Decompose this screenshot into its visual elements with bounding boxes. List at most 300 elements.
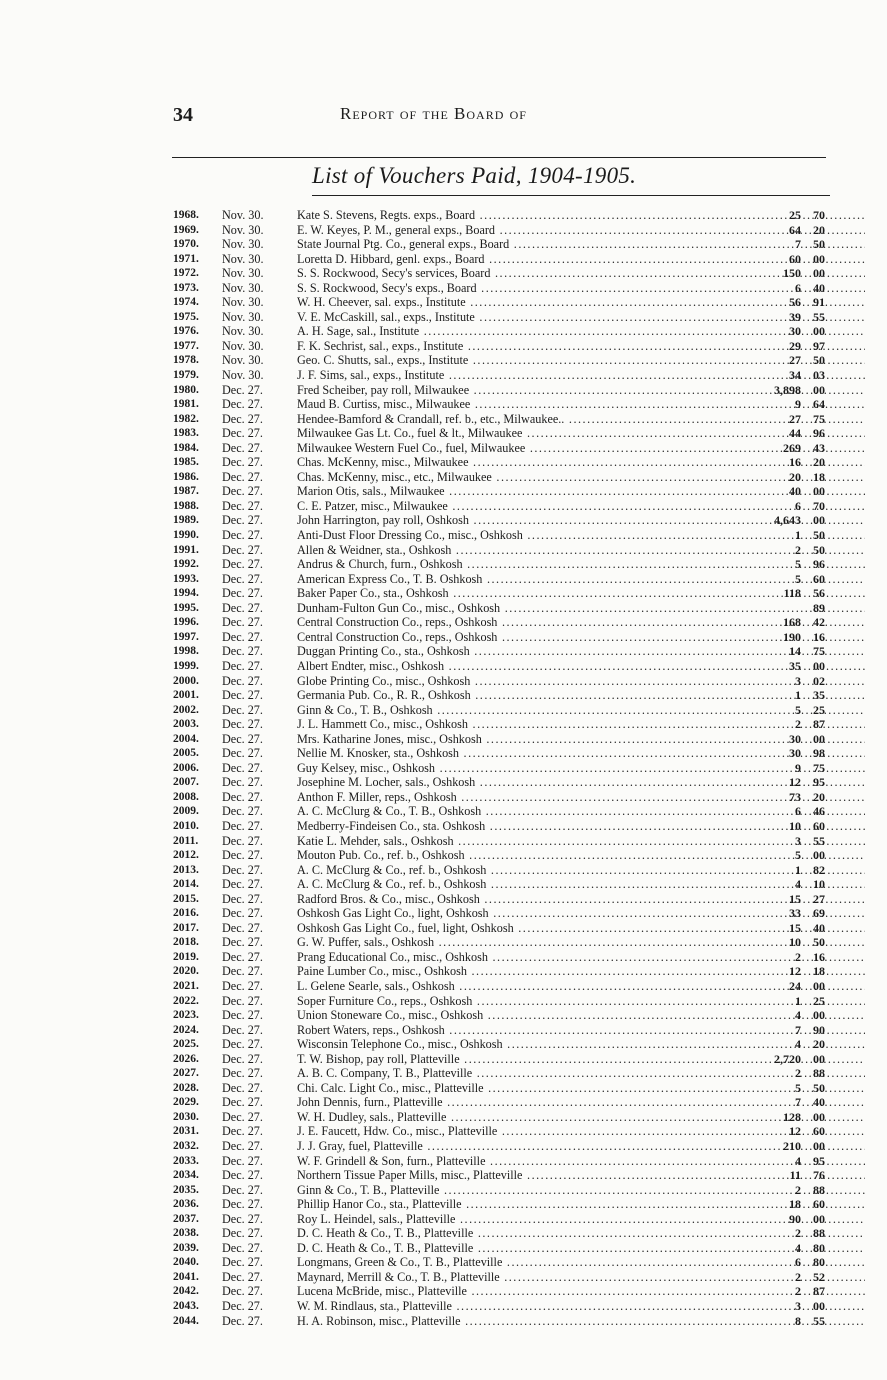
amount-cents: 88 [813, 1066, 825, 1081]
amount-cents: 98 [813, 746, 825, 761]
voucher-amount [743, 484, 825, 499]
amount-cents: 40 [813, 920, 825, 935]
voucher-description: Globe Printing Co., misc., Oshkosh ..... [297, 674, 865, 689]
amount-cents: 75 [813, 644, 825, 659]
amount-dollars: 27 [789, 353, 801, 368]
voucher-amount [743, 572, 825, 587]
amount-dollars: 10 [789, 818, 801, 833]
voucher-description: Anti-Dust Floor Dressing Co., misc., Oshkosh ..... [297, 528, 865, 543]
voucher-number: 2018. [173, 936, 199, 949]
amount-dollars: 2 [795, 1066, 801, 1081]
voucher-row [170, 906, 830, 921]
voucher-amount [743, 848, 825, 863]
running-head: Report of the Board of [340, 104, 527, 123]
voucher-amount [743, 470, 825, 485]
voucher-date: Nov. 30. [222, 368, 264, 383]
voucher-description: State Journal Ptg. Co., general exps., Board ..... [297, 237, 865, 252]
voucher-amount [743, 1037, 825, 1052]
amount-dollars: 4 [795, 1240, 801, 1255]
amount-dollars: 39 [789, 309, 801, 324]
amount-cents: 50 [813, 542, 825, 557]
voucher-number: 1989. [173, 514, 199, 527]
amount-cents: 00 [813, 1051, 825, 1066]
voucher-number: 2010. [173, 819, 199, 832]
voucher-row [170, 950, 830, 965]
voucher-amount [743, 615, 825, 630]
amount-cents: 20 [813, 222, 825, 237]
voucher-date: Nov. 30. [222, 251, 264, 266]
voucher-number: 2030. [173, 1110, 199, 1123]
amount-dollars: 14 [789, 644, 801, 659]
amount-dollars: 90 [789, 1211, 801, 1226]
amount-cents: 76 [813, 1168, 825, 1183]
amount-cents: 89 [813, 600, 825, 615]
voucher-description: Katie L. Mehder, sals., Oshkosh ..... [297, 834, 865, 849]
voucher-row [170, 644, 830, 659]
voucher-description: Dunham-Fulton Gun Co., misc., Oshkosh ..... [297, 601, 865, 616]
voucher-description: Josephine M. Locher, sals., Oshkosh ..... [297, 775, 865, 790]
voucher-date: Dec. 27. [222, 1299, 263, 1314]
voucher-number: 1968. [173, 209, 199, 221]
voucher-row [170, 441, 830, 456]
voucher-description: W. F. Grindell & Son, furn., Platteville ..... [297, 1154, 865, 1169]
voucher-row [170, 979, 830, 994]
voucher-date: Dec. 27. [222, 760, 263, 775]
voucher-number: 1991. [173, 543, 199, 556]
voucher-number: 1981. [173, 398, 199, 411]
voucher-number: 1983. [173, 427, 199, 440]
voucher-amount [743, 1139, 825, 1154]
voucher-description: Nellie M. Knosker, sta., Oshkosh ..... [297, 746, 865, 761]
voucher-date: Dec. 27. [222, 1008, 263, 1023]
voucher-row [170, 1023, 830, 1038]
voucher-row [170, 1270, 830, 1285]
voucher-row [170, 513, 830, 528]
amount-cents: 97 [813, 338, 825, 353]
voucher-number: 1988. [173, 499, 199, 512]
amount-dollars: 210 [783, 1139, 801, 1153]
voucher-number: 2011. [173, 834, 199, 847]
voucher-description: H. A. Robinson, misc., Platteville ..... [297, 1314, 865, 1329]
voucher-amount [743, 1183, 825, 1198]
voucher-amount [743, 1008, 825, 1023]
voucher-description: Medberry-Findeisen Co., sta. Oshkosh ..... [297, 819, 865, 834]
voucher-date: Dec. 27. [222, 615, 263, 630]
voucher-description: Longmans, Green & Co., T. B., Platteville ..... [297, 1255, 865, 1270]
amount-cents: 20 [813, 789, 825, 804]
voucher-amount [743, 1154, 825, 1169]
voucher-date: Dec. 27. [222, 469, 263, 484]
amount-cents: 56 [813, 586, 825, 601]
voucher-row [170, 1052, 830, 1067]
amount-cents: 00 [813, 1299, 825, 1314]
voucher-number: 2025. [173, 1038, 199, 1051]
voucher-amount [743, 674, 825, 689]
amount-dollars: 2 [795, 717, 801, 732]
voucher-date: Dec. 27. [222, 1095, 263, 1110]
voucher-date: Dec. 27. [222, 731, 263, 746]
voucher-description: J. L. Hammett Co., misc., Oshkosh ..... [297, 717, 865, 732]
voucher-amount [743, 630, 825, 645]
voucher-description: Union Stoneware Co., misc., Oshkosh ..... [297, 1008, 865, 1023]
voucher-row [170, 1299, 830, 1314]
voucher-row [170, 892, 830, 907]
voucher-description: Marion Otis, sals., Milwaukee ..... [297, 484, 865, 499]
voucher-row [170, 921, 830, 936]
voucher-amount [743, 353, 825, 368]
amount-cents: 60 [813, 571, 825, 586]
amount-dollars: 15 [789, 891, 801, 906]
voucher-row [170, 804, 830, 819]
voucher-date: Dec. 27. [222, 1139, 263, 1153]
amount-dollars: 24 [789, 978, 801, 993]
amount-dollars: 5 [795, 702, 801, 717]
voucher-number: 1979. [173, 369, 199, 382]
amount-dollars: 56 [789, 295, 801, 310]
amount-dollars: 7 [795, 1022, 801, 1037]
amount-cents: 18 [813, 964, 825, 979]
voucher-row [170, 397, 830, 412]
voucher-date: Nov. 30. [222, 266, 264, 281]
amount-dollars: 40 [789, 484, 801, 499]
amount-dollars: 2 [795, 542, 801, 557]
voucher-description: Radford Bros. & Co., misc., Oshkosh ..... [297, 892, 865, 907]
amount-cents: 42 [813, 615, 825, 630]
amount-dollars: 4,643 [774, 513, 801, 528]
amount-cents: 20 [813, 1037, 825, 1052]
voucher-date: Dec. 27. [222, 1153, 263, 1168]
amount-cents: 50 [813, 528, 825, 543]
amount-dollars: 5 [795, 1080, 801, 1095]
voucher-amount [743, 397, 825, 412]
amount-dollars: 25 [789, 208, 801, 222]
voucher-date: Dec. 27. [222, 513, 263, 528]
voucher-number: 2034. [173, 1169, 199, 1182]
voucher-number: 2001. [173, 689, 199, 702]
voucher-row [170, 281, 830, 296]
amount-cents: 00 [813, 324, 825, 339]
amount-dollars: 118 [783, 586, 801, 601]
voucher-date: Dec. 27. [222, 877, 263, 892]
amount-cents: 75 [813, 411, 825, 426]
voucher-date: Dec. 27. [222, 1037, 263, 1052]
voucher-row [170, 819, 830, 834]
voucher-description: John Harrington, pay roll, Oshkosh ..... [297, 513, 865, 528]
amount-cents: 88 [813, 1226, 825, 1241]
amount-dollars: 4 [795, 1008, 801, 1023]
voucher-number: 2028. [173, 1081, 199, 1094]
amount-cents: 00 [813, 1109, 825, 1124]
voucher-description: John Dennis, furn., Platteville ..... [297, 1095, 865, 1110]
voucher-number: 2039. [173, 1241, 199, 1254]
voucher-description: Ginn & Co., T. B., Platteville ..... [297, 1183, 865, 1198]
voucher-description: D. C. Heath & Co., T. B., Platteville ..... [297, 1241, 865, 1256]
voucher-row [170, 353, 830, 368]
voucher-row [170, 834, 830, 849]
voucher-amount [743, 732, 825, 747]
voucher-row [170, 761, 830, 776]
voucher-row [170, 877, 830, 892]
voucher-description: W. H. Cheever, sal. exps., Institute ..... [297, 295, 865, 310]
voucher-date: Dec. 27. [222, 600, 263, 615]
voucher-description: A. H. Sage, sal., Institute ..... [297, 324, 865, 339]
amount-cents: 91 [813, 295, 825, 310]
voucher-description: Oshkosh Gas Light Co., light, Oshkosh ..... [297, 906, 865, 921]
amount-cents: 87 [813, 1284, 825, 1299]
voucher-date: Dec. 27. [222, 1313, 263, 1328]
voucher-description: Maud B. Curtiss, misc., Milwaukee ..... [297, 397, 865, 412]
voucher-number: 1971. [173, 252, 199, 265]
amount-cents: 60 [813, 818, 825, 833]
voucher-date: Dec. 27. [222, 1080, 263, 1095]
voucher-description: Lucena McBride, misc., Platteville ..... [297, 1284, 865, 1299]
voucher-number: 2032. [173, 1140, 199, 1152]
voucher-number: 2019. [173, 950, 199, 963]
voucher-row [170, 499, 830, 514]
voucher-description: Andrus & Church, furn., Oshkosh ..... [297, 557, 865, 572]
amount-cents: 70 [813, 498, 825, 513]
title-rule [312, 195, 830, 196]
amount-dollars: 30 [789, 324, 801, 339]
voucher-description: Germania Pub. Co., R. R., Oshkosh ..... [297, 688, 865, 703]
amount-cents: 88 [813, 1182, 825, 1197]
voucher-date: Nov. 30. [222, 295, 264, 310]
amount-dollars: 12 [789, 1124, 801, 1139]
amount-cents: 00 [813, 1139, 825, 1153]
amount-cents: 75 [813, 760, 825, 775]
voucher-number: 2041. [173, 1270, 199, 1283]
voucher-amount [743, 295, 825, 310]
amount-cents: 10 [813, 877, 825, 892]
amount-dollars: 1 [795, 993, 801, 1008]
voucher-number: 2040. [173, 1256, 199, 1269]
voucher-description: J. J. Gray, fuel, Platteville ..... [297, 1139, 865, 1154]
voucher-number: 1986. [173, 470, 199, 483]
voucher-date: Dec. 27. [222, 658, 263, 673]
voucher-number: 1972. [173, 267, 199, 280]
voucher-date: Dec. 27. [222, 1109, 263, 1124]
voucher-amount [743, 834, 825, 849]
voucher-description: A. B. C. Company, T. B., Platteville ..... [297, 1066, 865, 1081]
voucher-description: Soper Furniture Co., reps., Oshkosh ..... [297, 994, 865, 1009]
amount-cents: 82 [813, 862, 825, 877]
voucher-description: American Express Co., T. B. Oshkosh ..... [297, 572, 865, 587]
voucher-description: Duggan Printing Co., sta., Oshkosh ..... [297, 644, 865, 659]
amount-dollars: 1 [795, 862, 801, 877]
voucher-amount [743, 761, 825, 776]
voucher-amount [743, 892, 825, 907]
voucher-amount [743, 426, 825, 441]
voucher-description: Anthon F. Miller, reps., Oshkosh ..... [297, 790, 865, 805]
voucher-description: Prang Educational Co., misc., Oshkosh ..... [297, 950, 865, 965]
amount-cents: 35 [813, 688, 825, 703]
amount-dollars: 73 [789, 789, 801, 804]
voucher-number: 2033. [173, 1154, 199, 1167]
voucher-date: Dec. 27. [222, 848, 263, 863]
amount-cents: 00 [813, 1008, 825, 1023]
voucher-number: 2043. [173, 1300, 199, 1313]
voucher-number: 2029. [173, 1096, 199, 1109]
voucher-row [170, 1154, 830, 1169]
amount-cents: 64 [813, 397, 825, 412]
voucher-description: G. W. Puffer, sals., Oshkosh ..... [297, 935, 865, 950]
voucher-date: Dec. 27. [222, 498, 263, 513]
voucher-description: Ginn & Co., T. B., Oshkosh ..... [297, 703, 865, 718]
amount-dollars: 7 [795, 1095, 801, 1110]
voucher-date: Dec. 27. [222, 382, 263, 397]
voucher-row [170, 703, 830, 718]
amount-dollars: 6 [795, 1255, 801, 1270]
voucher-description: Central Construction Co., reps., Oshkosh ..... [297, 630, 865, 645]
voucher-date: Dec. 27. [222, 397, 263, 412]
voucher-date: Nov. 30. [222, 338, 264, 353]
amount-dollars: 44 [789, 426, 801, 441]
voucher-amount [743, 790, 825, 805]
voucher-number: 1982. [173, 412, 199, 425]
amount-dollars: 1 [795, 528, 801, 543]
amount-dollars: 190 [783, 629, 801, 644]
voucher-description: Allen & Weidner, sta., Oshkosh ..... [297, 543, 865, 558]
amount-cents: 20 [813, 455, 825, 470]
voucher-date: Dec. 27. [222, 426, 263, 441]
voucher-amount [743, 1255, 825, 1270]
voucher-date: Dec. 27. [222, 688, 263, 703]
voucher-date: Dec. 27. [222, 440, 263, 455]
voucher-date: Dec. 27. [222, 455, 263, 470]
amount-cents: 55 [813, 833, 825, 848]
voucher-date: Dec. 27. [222, 629, 263, 644]
voucher-row [170, 615, 830, 630]
voucher-date: Nov. 30. [222, 222, 264, 237]
amount-cents: 95 [813, 1153, 825, 1168]
table-title: List of Vouchers Paid, 1904-1905. [312, 163, 637, 188]
voucher-amount [743, 644, 825, 659]
voucher-description: S. S. Rockwood, Secy's exps., Board ..... [297, 281, 865, 296]
voucher-description: C. E. Patzer, misc., Milwaukee ..... [297, 499, 865, 514]
voucher-amount [743, 1124, 825, 1139]
voucher-date: Dec. 27. [222, 571, 263, 586]
voucher-description: T. W. Bishop, pay roll, Platteville ..... [297, 1052, 865, 1067]
voucher-number: 2008. [173, 790, 199, 803]
voucher-date: Dec. 27. [222, 411, 263, 426]
voucher-date: Dec. 27. [222, 1197, 263, 1212]
amount-dollars: 6 [795, 280, 801, 295]
voucher-amount [743, 455, 825, 470]
voucher-amount [743, 877, 825, 892]
voucher-amount [743, 513, 825, 528]
amount-dollars: 150 [783, 266, 801, 281]
amount-cents: 00 [813, 484, 825, 499]
voucher-number: 2012. [173, 849, 199, 862]
voucher-row [170, 1008, 830, 1023]
voucher-date: Dec. 27. [222, 557, 263, 572]
voucher-amount [743, 804, 825, 819]
voucher-date: Dec. 27. [222, 949, 263, 964]
amount-cents: 00 [813, 513, 825, 528]
voucher-row [170, 1124, 830, 1139]
voucher-date: Dec. 27. [222, 1240, 263, 1255]
voucher-date: Dec. 27. [222, 978, 263, 993]
amount-dollars: 5 [795, 557, 801, 572]
voucher-amount [743, 528, 825, 543]
voucher-number: 1995. [173, 601, 199, 614]
amount-cents: 40 [813, 1095, 825, 1110]
voucher-row [170, 994, 830, 1009]
voucher-number: 2036. [173, 1198, 199, 1211]
voucher-number: 1976. [173, 325, 199, 338]
amount-cents: 80 [813, 1240, 825, 1255]
voucher-amount [743, 819, 825, 834]
voucher-date: Dec. 27. [222, 1168, 263, 1183]
voucher-description: Robert Waters, reps., Oshkosh ..... [297, 1023, 865, 1038]
voucher-amount [743, 237, 825, 252]
voucher-row [170, 586, 830, 601]
voucher-row [170, 732, 830, 747]
voucher-row [170, 310, 830, 325]
voucher-date: Nov. 30. [222, 237, 264, 252]
voucher-number: 2006. [173, 761, 199, 774]
voucher-amount [743, 746, 825, 761]
voucher-number: 1969. [173, 223, 199, 236]
voucher-row [170, 528, 830, 543]
amount-dollars: 33 [789, 906, 801, 921]
voucher-number: 2000. [173, 674, 199, 687]
voucher-description: Loretta D. Hibbard, genl. exps., Board ..... [297, 252, 865, 267]
amount-dollars: 128 [783, 1109, 801, 1124]
voucher-row [170, 746, 830, 761]
voucher-description: Central Construction Co., reps., Oshkosh ..... [297, 615, 865, 630]
voucher-row [170, 252, 830, 267]
voucher-row [170, 790, 830, 805]
voucher-row [170, 601, 830, 616]
voucher-amount [743, 586, 825, 601]
voucher-description: Kate S. Stevens, Regts. exps., Board ..... [297, 208, 865, 223]
amount-cents: 90 [813, 1022, 825, 1037]
voucher-amount [743, 659, 825, 674]
amount-dollars: 5 [795, 571, 801, 586]
voucher-row [170, 1226, 830, 1241]
voucher-amount [743, 1241, 825, 1256]
amount-cents: 70 [813, 208, 825, 222]
voucher-row [170, 775, 830, 790]
voucher-row [170, 470, 830, 485]
voucher-number: 1973. [173, 281, 199, 294]
voucher-amount [743, 266, 825, 281]
amount-dollars: 269 [783, 440, 801, 455]
voucher-amount [743, 1168, 825, 1183]
voucher-amount [743, 1314, 825, 1329]
voucher-row [170, 935, 830, 950]
voucher-number: 2023. [173, 1009, 199, 1022]
voucher-number: 1978. [173, 354, 199, 367]
voucher-date: Dec. 27. [222, 746, 263, 761]
amount-dollars: 8 [795, 1313, 801, 1328]
voucher-date: Nov. 30. [222, 324, 264, 339]
voucher-date: Dec. 27. [222, 804, 263, 819]
voucher-amount [743, 950, 825, 965]
voucher-number: 2027. [173, 1067, 199, 1080]
voucher-date: Nov. 30. [222, 309, 264, 324]
amount-cents: 03 [813, 368, 825, 383]
voucher-amount [743, 324, 825, 339]
voucher-row [170, 572, 830, 587]
voucher-description: Mouton Pub. Co., ref. b., Oshkosh ..... [297, 848, 865, 863]
voucher-description: Chas. McKenny, misc., etc., Milwaukee ..... [297, 470, 865, 485]
voucher-number: 2016. [173, 907, 199, 920]
voucher-number: 1992. [173, 558, 199, 571]
amount-cents: 50 [813, 1080, 825, 1095]
amount-dollars: 60 [789, 251, 801, 266]
